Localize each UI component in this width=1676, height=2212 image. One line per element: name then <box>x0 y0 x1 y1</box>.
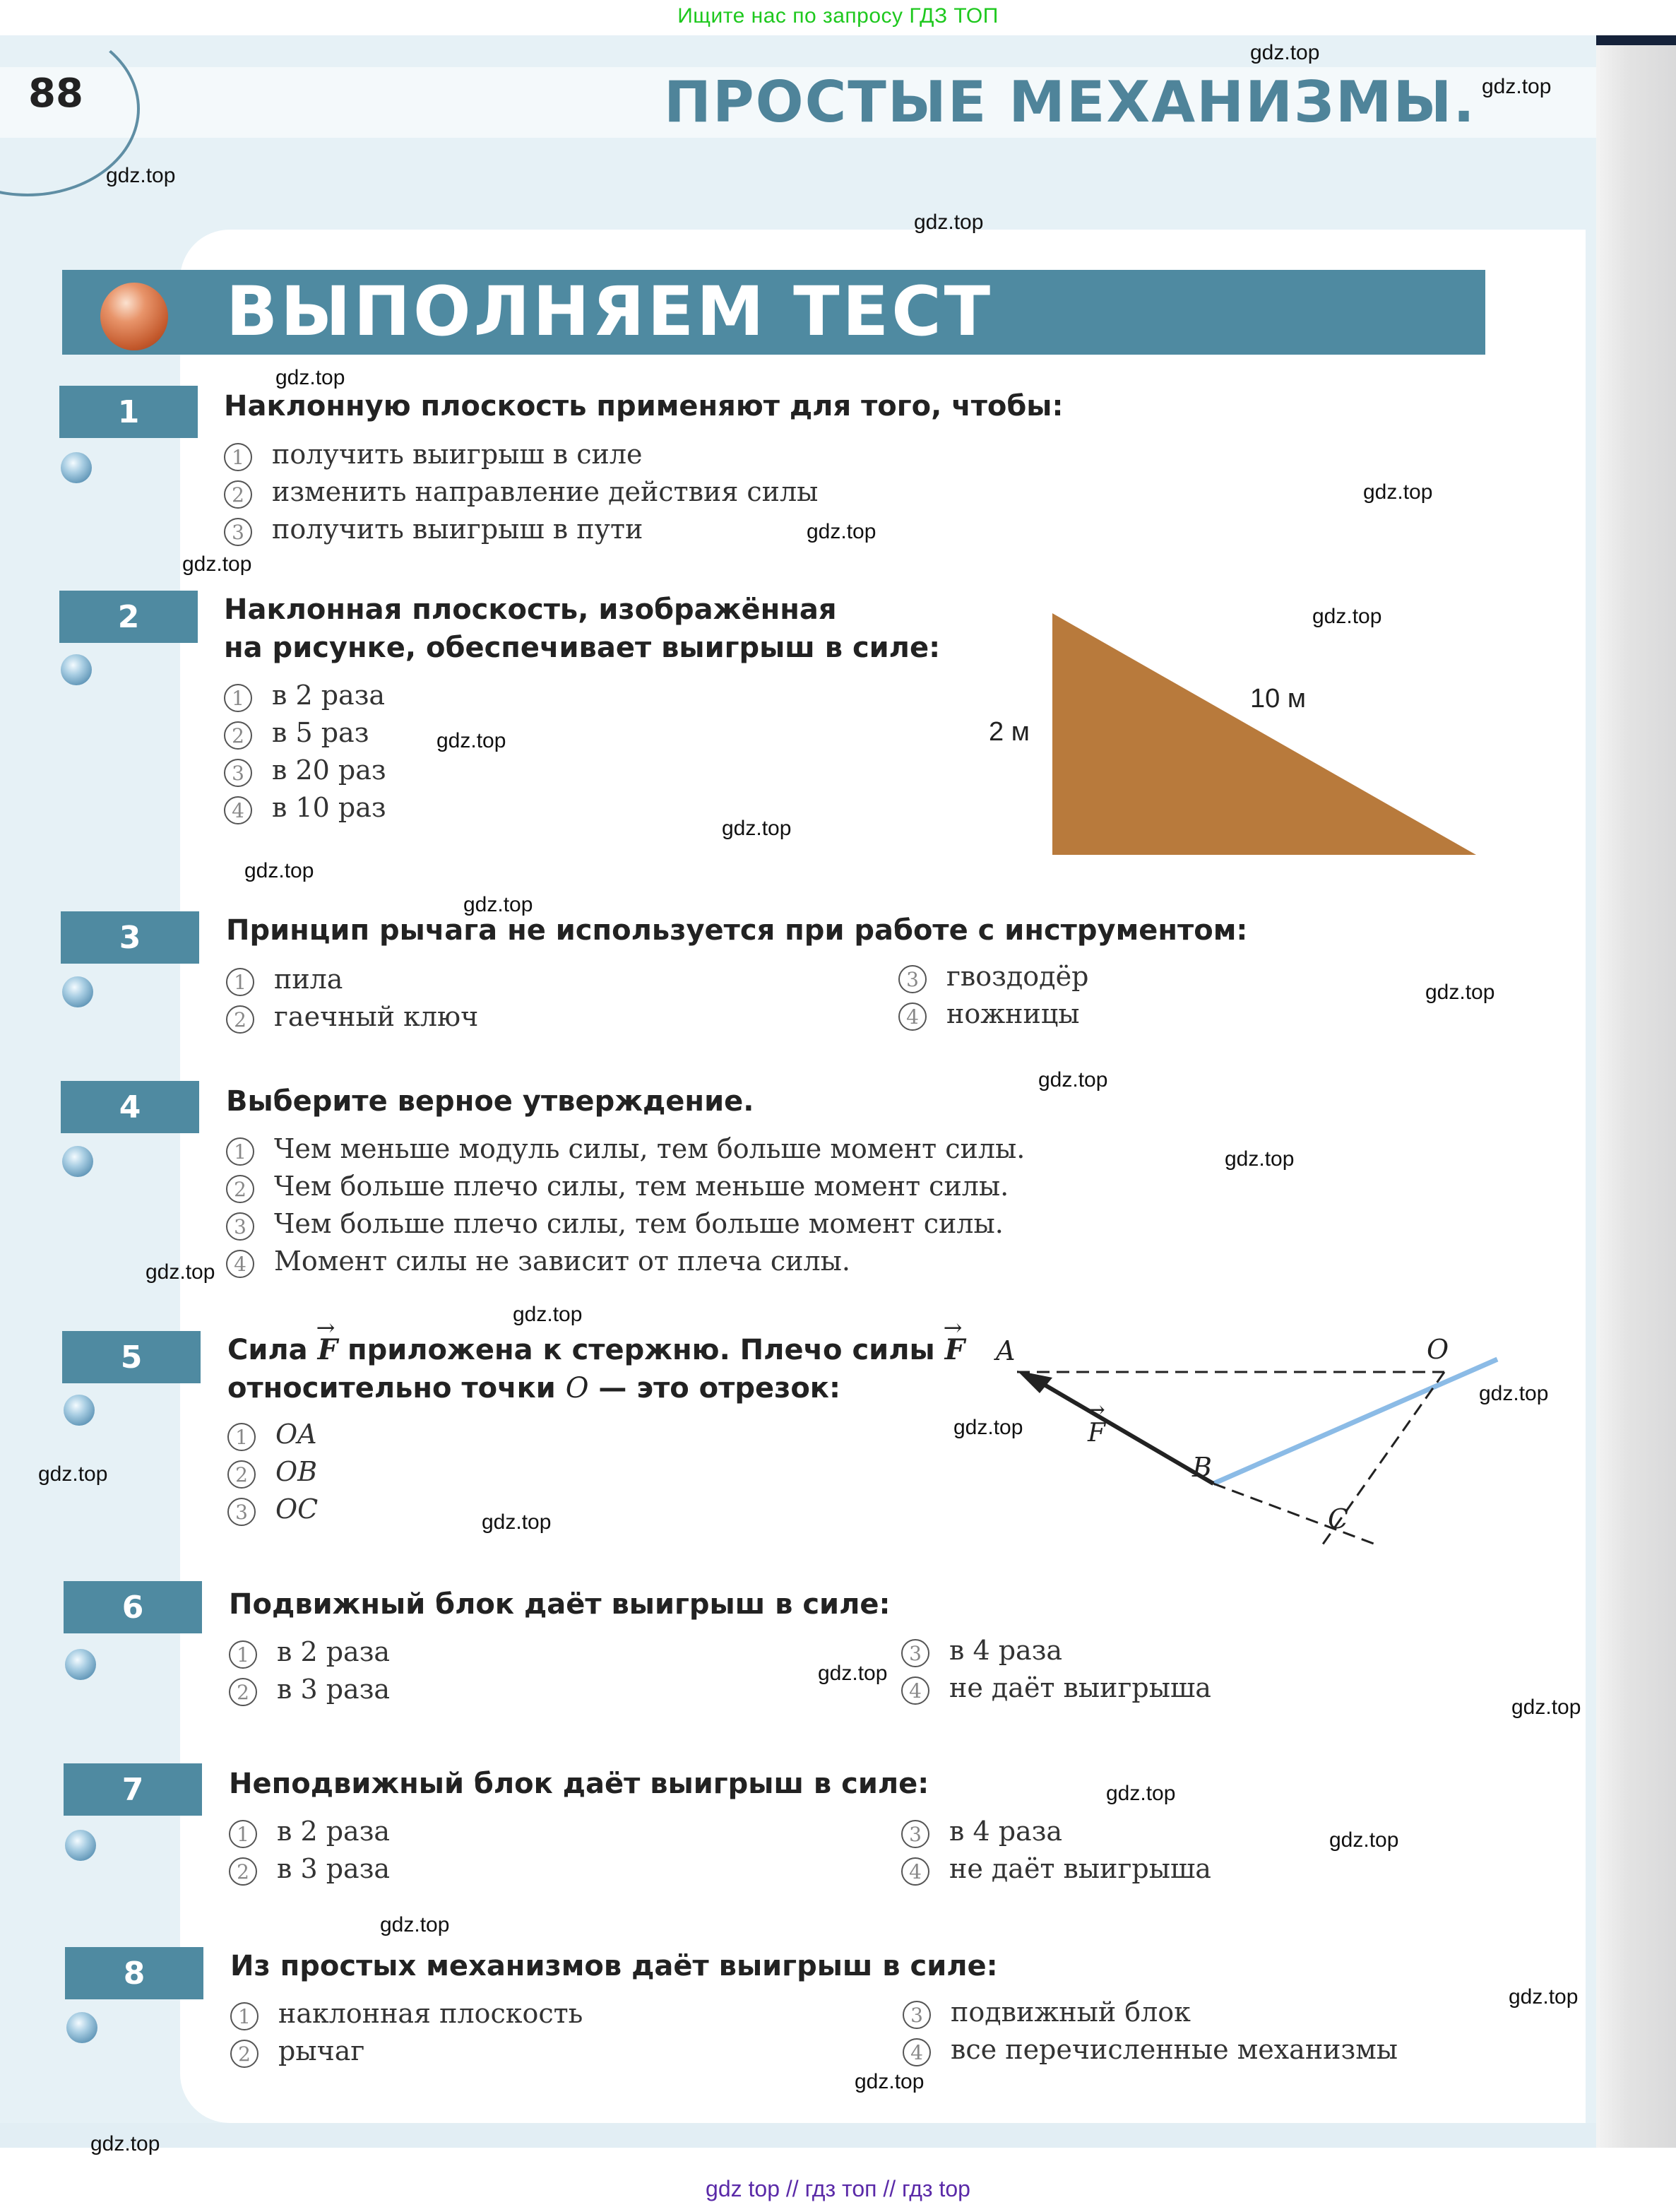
watermark: gdz.top <box>463 893 533 916</box>
answer-option[interactable]: 1 пила <box>226 961 478 998</box>
force-F-label: → F <box>1088 1419 1105 1448</box>
answer-option[interactable]: 1 в 2 раза <box>224 677 386 714</box>
answer-option[interactable]: 2 в 3 раза <box>229 1671 390 1708</box>
page-spine-shadow <box>1596 35 1676 2148</box>
question-1-text: Наклонную плоскость применяют для того, чтобы: <box>224 390 1064 422</box>
question-number-6: 6 <box>64 1581 202 1633</box>
answer-option[interactable]: 1 в 2 раза <box>229 1633 390 1671</box>
watermark: gdz.top <box>182 552 252 576</box>
option-number-circle: 1 <box>227 1423 256 1451</box>
blue-ball-icon <box>65 1830 96 1861</box>
watermark: gdz.top <box>1038 1068 1108 1092</box>
answer-option[interactable]: 1 OA <box>227 1416 318 1453</box>
force-arrowhead-icon <box>1017 1371 1052 1393</box>
question-7-options-right <box>901 1813 1211 1888</box>
point-A-label: A <box>996 1335 1016 1366</box>
question-8-options-right <box>903 1994 1398 2069</box>
watermark: gdz.top <box>1482 75 1552 98</box>
inclined-plane-triangle <box>1052 613 1476 855</box>
blue-ball-icon <box>61 452 92 483</box>
page-edge-dark <box>1596 35 1676 45</box>
blue-ball-icon <box>62 976 93 1007</box>
orange-ball-icon <box>100 283 168 350</box>
question-8-options-left <box>230 1995 583 2070</box>
watermark: gdz.top <box>1106 1782 1176 1805</box>
answer-option[interactable]: 3 в 4 раза <box>901 1632 1211 1669</box>
option-number-circle: 1 <box>226 1137 254 1166</box>
question-3-options-left <box>226 961 478 1036</box>
option-number-circle: 2 <box>226 1005 254 1034</box>
option-number-circle: 2 <box>224 480 252 509</box>
watermark: gdz.top <box>722 817 792 840</box>
answer-option[interactable]: 2 изменить направление действия силы <box>224 473 818 511</box>
question-3-options-right <box>898 958 1088 1033</box>
option-number-circle: 1 <box>224 684 252 712</box>
answer-option[interactable]: 2 в 5 раз <box>224 714 386 752</box>
rod-line <box>1213 1359 1497 1484</box>
section-title: ВЫПОЛНЯЕМ ТЕСТ <box>226 272 994 351</box>
option-number-circle: 4 <box>224 796 252 824</box>
watermark: gdz.top <box>244 859 314 882</box>
question-6-text: Подвижный блок даёт выигрыш в силе: <box>229 1588 891 1621</box>
option-number-circle: 3 <box>226 1212 254 1241</box>
question-number-7: 7 <box>64 1763 202 1816</box>
question-5-options <box>227 1416 318 1528</box>
chapter-title: ПРОСТЫЕ МЕХАНИЗМЫ. <box>664 69 1476 135</box>
answer-option[interactable]: 1 в 2 раза <box>229 1813 390 1850</box>
option-number-circle: 2 <box>229 1857 257 1886</box>
answer-option[interactable]: 3 подвижный блок <box>903 1994 1398 2031</box>
question-number-8: 8 <box>65 1947 203 1999</box>
force-arrow-shaft <box>1035 1379 1213 1484</box>
answer-option[interactable]: 2 гаечный ключ <box>226 998 478 1036</box>
watermark: gdz.top <box>1312 605 1382 628</box>
page-number: 88 <box>28 71 83 117</box>
question-7-options-left <box>229 1813 390 1888</box>
option-number-circle: 1 <box>229 1820 257 1848</box>
force-vector-symbol: → F <box>945 1331 965 1369</box>
question-number-2: 2 <box>59 591 198 643</box>
answer-option[interactable]: 4 в 10 раз <box>224 789 386 827</box>
watermark: gdz.top <box>1479 1382 1549 1405</box>
question-5-text: Сила → F приложена к стержню. Плечо силы → F относительно точки O — это отрезок: <box>227 1331 965 1407</box>
watermark: gdz.top <box>145 1260 215 1284</box>
blue-ball-icon <box>62 1146 93 1177</box>
watermark: gdz.top <box>1329 1828 1399 1852</box>
inclined-plane-figure <box>982 608 1490 862</box>
answer-option[interactable]: 2 рычаг <box>230 2033 583 2070</box>
option-number-circle: 3 <box>224 759 252 787</box>
answer-option[interactable]: 3 Чем больше плечо силы, тем больше момент силы. <box>226 1205 1025 1243</box>
watermark: gdz.top <box>380 1913 450 1936</box>
question-number-5: 5 <box>62 1331 201 1383</box>
watermark: gdz.top <box>1425 981 1495 1004</box>
watermark: gdz.top <box>1511 1696 1581 1719</box>
option-number-circle: 2 <box>224 721 252 750</box>
option-number-circle: 1 <box>229 1640 257 1669</box>
watermark: gdz.top <box>38 1462 108 1486</box>
option-number-circle: 4 <box>903 2038 931 2066</box>
answer-option[interactable]: 1 получить выигрыш в силе <box>224 436 818 473</box>
blue-ball-icon <box>66 2012 97 2043</box>
question-6-options-right <box>901 1632 1211 1707</box>
banner-text: Ищите нас по запросу ГДЗ ТОП <box>677 4 999 28</box>
option-number-circle: 1 <box>226 968 254 996</box>
point-O-label: O <box>1427 1334 1449 1365</box>
answer-option[interactable]: 1 наклонная плоскость <box>230 1995 583 2033</box>
watermark: gdz.top <box>914 211 984 234</box>
option-number-circle: 4 <box>226 1250 254 1278</box>
answer-option[interactable]: 4 Момент силы не зависит от плеча силы. <box>226 1243 1025 1280</box>
lever-arm-diagram <box>975 1328 1540 1554</box>
watermark: gdz.top <box>1363 480 1433 504</box>
watermark: gdz.top <box>1250 41 1320 64</box>
question-7-text: Неподвижный блок даёт выигрыш в силе: <box>229 1768 929 1800</box>
watermark: gdz.top <box>818 1662 888 1685</box>
question-number-4: 4 <box>61 1081 199 1133</box>
option-number-circle: 4 <box>901 1676 929 1705</box>
question-number-1: 1 <box>59 386 198 438</box>
force-vector-symbol: → F <box>318 1331 338 1369</box>
search-banner[interactable] <box>0 0 1676 35</box>
answer-option[interactable]: 3 получить выигрыш в пути <box>224 511 818 548</box>
watermark: gdz.top <box>436 729 506 752</box>
watermark: gdz.top <box>953 1416 1023 1439</box>
answer-option[interactable]: 4 все перечисленные механизмы <box>903 2031 1398 2069</box>
option-number-circle: 4 <box>898 1003 927 1031</box>
answer-option[interactable]: 2 в 3 раза <box>229 1850 390 1888</box>
answer-option[interactable]: 2 Чем больше плечо силы, тем меньше момент силы. <box>226 1168 1025 1205</box>
height-label: 2 м <box>989 717 1030 747</box>
answer-option[interactable]: 4 не даёт выигрыша <box>901 1669 1211 1707</box>
watermark: gdz.top <box>106 164 176 187</box>
question-4-text: Выберите верное утверждение. <box>226 1085 754 1118</box>
option-number-circle: 3 <box>903 2001 931 2029</box>
blue-ball-icon <box>64 1395 95 1426</box>
option-number-circle: 3 <box>224 518 252 546</box>
watermark: gdz.top <box>90 2132 160 2155</box>
option-number-circle: 2 <box>230 2040 258 2068</box>
option-number-circle: 2 <box>226 1175 254 1203</box>
question-8-text: Из простых механизмов даёт выигрыш в силе: <box>230 1950 998 1982</box>
option-number-circle: 3 <box>901 1639 929 1667</box>
watermark: gdz.top <box>482 1510 552 1534</box>
blue-ball-icon <box>65 1649 96 1680</box>
point-B-label: B <box>1192 1452 1212 1483</box>
answer-option[interactable]: 4 не даёт выигрыша <box>901 1850 1211 1888</box>
answer-option[interactable]: 3 гвоздодёр <box>898 958 1088 995</box>
question-4-options <box>226 1130 1025 1280</box>
answer-option[interactable]: 1 Чем меньше модуль силы, тем больше момент силы. <box>226 1130 1025 1168</box>
option-number-circle: 4 <box>901 1857 929 1886</box>
watermark: gdz.top <box>1225 1147 1295 1171</box>
watermark: gdz.top <box>275 366 345 389</box>
footer-links[interactable]: gdz top // гдз топ // гдз top <box>706 2176 970 2201</box>
answer-option[interactable]: 3 в 4 раза <box>901 1813 1211 1850</box>
answer-option[interactable]: 3 в 20 раз <box>224 752 386 789</box>
option-number-circle: 3 <box>901 1820 929 1848</box>
question-2-text: Наклонная плоскость, изображённая на рисунке, обеспечивает выигрыш в силе: <box>224 593 941 664</box>
watermark: gdz.top <box>855 2070 925 2093</box>
point-C-label: C <box>1328 1503 1349 1534</box>
answer-option[interactable]: 2 OB <box>227 1453 318 1491</box>
question-number-3: 3 <box>61 911 199 964</box>
watermark: gdz.top <box>513 1303 583 1326</box>
blue-ball-icon <box>61 654 92 685</box>
option-number-circle: 2 <box>229 1678 257 1706</box>
bottom-band <box>0 2123 1596 2148</box>
answer-option[interactable]: 3 OC <box>227 1491 318 1528</box>
question-6-options-left <box>229 1633 390 1708</box>
option-number-circle: 3 <box>227 1498 256 1526</box>
question-1-options <box>224 436 818 548</box>
answer-option[interactable]: 4 ножницы <box>898 995 1088 1033</box>
watermark: gdz.top <box>1509 1985 1579 2009</box>
option-number-circle: 1 <box>224 443 252 471</box>
length-label: 10 м <box>1250 684 1306 714</box>
option-number-circle: 2 <box>227 1460 256 1489</box>
option-number-circle: 1 <box>230 2002 258 2030</box>
watermark: gdz.top <box>807 520 876 543</box>
question-2-options <box>224 677 386 827</box>
option-number-circle: 3 <box>898 965 927 993</box>
question-3-text: Принцип рычага не используется при работе с инструментом: <box>226 914 1248 947</box>
dashed-line-BC <box>1213 1484 1374 1544</box>
